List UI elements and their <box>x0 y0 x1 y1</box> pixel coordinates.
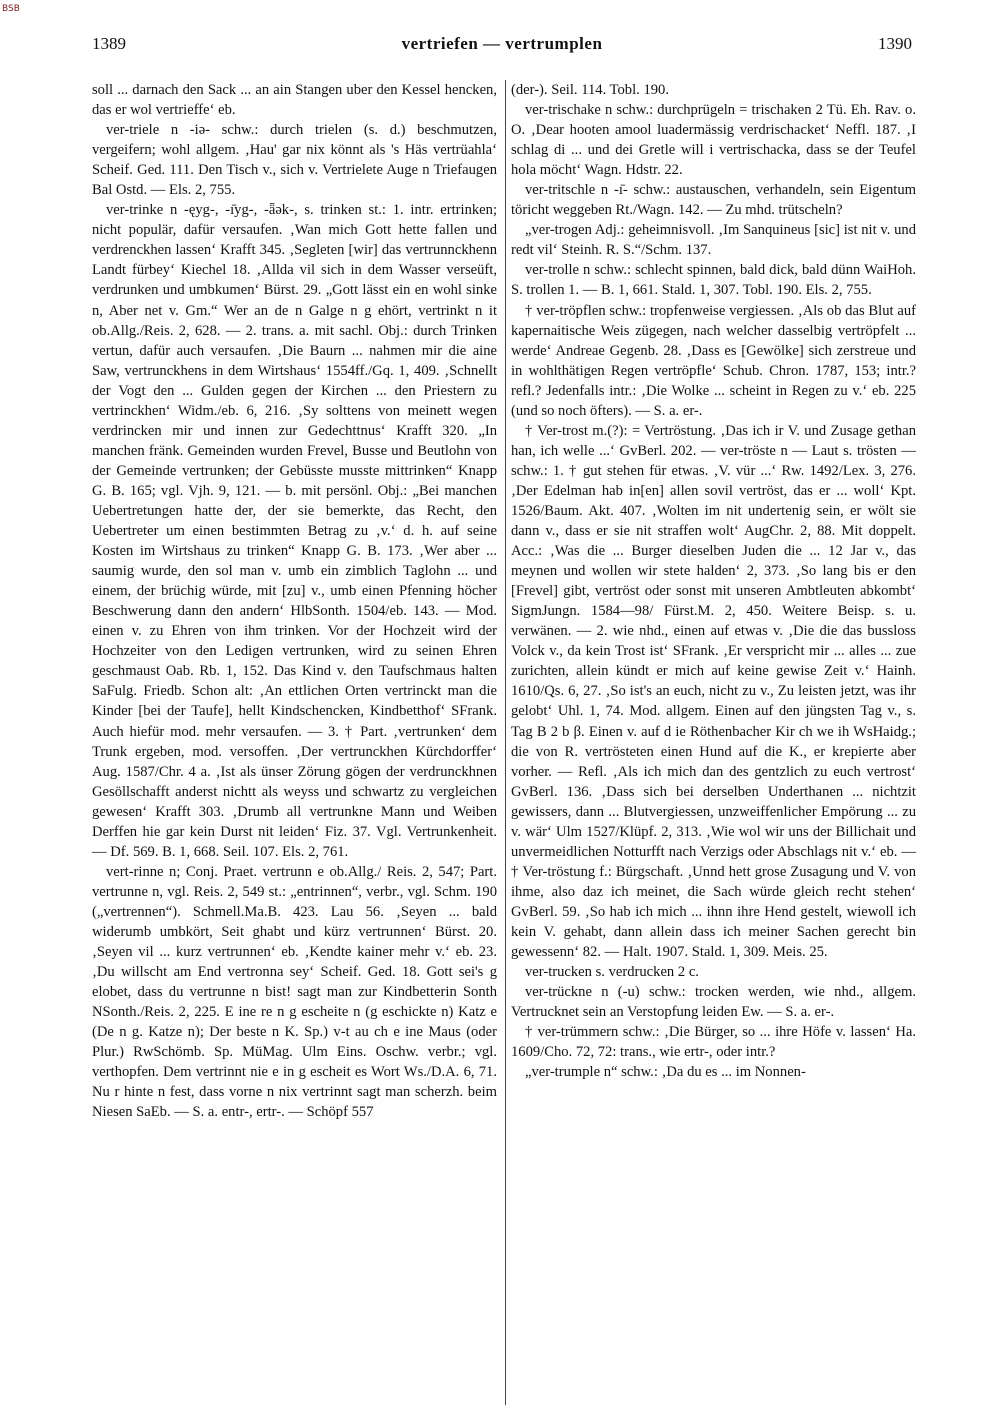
column-divider <box>505 80 506 1405</box>
page-number-left: 1389 <box>92 34 126 53</box>
library-stamp: BSB <box>2 4 20 14</box>
entry-vertrumplen: „ver-trumple n“ schw.: ‚Da du es ... im Nonnen- <box>525 1064 806 1081</box>
running-headword: vertriefen — vertrumplen <box>401 34 603 53</box>
entry-vertrischaken: ver-trischake n schw.: durchprügeln = trischaken 2 Tü. Eh. Rav. o. O. ‚Dear hooten amool luadermässig verdrischacket‘ Neffl. 187. ‚I schlag di ... und dei Gretle will i vertrischacka, dass se der Teufel hola möcht‘ Wagn. Hdstr. 22. <box>511 102 916 179</box>
entry-continuation-right: (der-). Seil. 114. Tobl. 190. <box>511 82 669 98</box>
entry-continuation: soll ... darnach den Sack ... an ain Stangen uber den Kessel hencken, das er wol vertrieffe‘ eb. <box>92 82 497 119</box>
entry-vertrost: † Ver-trost m.(?): = Vertröstung. ‚Das ich ir V. und Zusage gethan han, ich welle ...‘ GvBerl. 202. — ver-tröste n — Laut s. trösten — schw.: 1. † gut stehen für etwas. ‚V. vür ...‘ Rw. 1492/Lex. 3, 276. ‚Der Edelman hab in[en] allen sovil vertröst, das er ... woll‘ Kpt. 1526/Baum. Akt. 407. ‚Wolten im nit undertenig sein, er wölt sie dann v., dass er sie nit straffen wolt‘ AugChr. 2, 88. Mit doppelt. Acc.: ‚Was die ... Burger dieselben Juden die ... 12 Jar v., das meynen und wollen wir stete halden‘ 2, 373. ‚So lang bis er den [Frevel] gibt, vertröst oder sonst mit unseren Ambtleuten abkombt‘ SigmJungn. 1584—98/ Fürst.M. 2, 450. Weitere Beisp. s. u. verwänen. — 2. wie nhd., einen auf etwas v. ‚Die die das bussloss Volck v., da kein Trost ist‘ SFrank. ‚Er verspricht mir ... alles ... zue zurichten, allein kündt er mich auf keine gewise Zeit v.‘ Hainh. 1610/Qs. 6, 27. ‚So ist's an euch, nicht zu v., Zu leisten jetzt, was ihr gelobt‘ Uhl. 1, 74. Mod. allgem. Einen auf den jüngsten Tag v., s. Tag B 2 b β. Einen v. auf d ie Röthenbacher Kir ch we ih WsHaidg.; die von R. vertrösteten einen Hund auf die K., er krepierte aber vorher. — Refl. ‚Als ich mich dan des gentzlich zu euch vertrost‘ GvBerl. 136. ‚Dass sich bei derselben Underthanen ... nichtzit gewissers, dann ... Blutvergiessen, unzweiffenlicher Empörung ... zu v. wär‘ Ulm 1527/Klüpf. 2, 313. ‚Wie wol wir uns der Billichait und unvermeidlichen Notturfft nach Verzigs oder Abschlags nit v.‘ eb. — † Ver-tröstung f.: Bürgschaft. ‚Unnd hett grose Zusagung und V. von ihme, also daz ich meinet, die Sach würde gleich recht stehen‘ GvBerl. 59. ‚So hab ich mich ... ihnn ihre Hend gestelt, wiewoll ich kein V. gehabt, dann allein dass ich meiner Sachen gerecht bin gewessenn‘ 82. — Halt. 1907. Stald. 1, 309. Meis. 25. <box>511 422 916 961</box>
page-number-right: 1390 <box>878 34 912 53</box>
entry-vertritschlen: ver-tritschle n -ı̄- schw.: austauschen, verhandeln, sein Eigentum töricht weggeben Rt./Wagn. 142. — Zu mhd. trütscheln? <box>511 182 916 219</box>
entry-vertrinnen: vert-rinne n; Conj. Praet. vertrunn e ob.Allg./ Reis. 2, 547; Part. vertrunne n, vgl. Reis. 2, 549 st.: „entrinnen“, verbr., vgl. Schm. 190 („vertrennen“). Schmell.Ma.B. 423. Lau 56. ‚Seyen ... bald widerumb umbkört, Seit ghabt und kürz vertrunnen‘ Bürst. 20. ‚Seyen vil ... kurz vertrunnen‘ eb. ‚Kendte kainer mehr v.‘ eb. 23. ‚Du willscht am End vertronna sey‘ Scheif. Ged. 18. Gott sei's g elobet, dass du vertrunne n bist! sagt man zur Kindbetterin Sonth NSonth./Reis. 2, 225. E ine re n g escheite n (g eschickte n) Katz e (De n g. Katze n); Der beste n K. Sp.) v-t au ch e ine Maus (oder Plur.) RwSchömb. Sp. MüMag. Ulm Eins. Oschw. verbr.; vgl. verthopfen. Dem vertrinnt nie e in g escheit es Wort Ws./D.A. 6, 71. Nu r hinte n fest, dass vorne n nix vertrinnt sagt man scherzh. beim Niesen SaEb. — S. a. entr-, ertr-. — Schöpf 557 <box>92 863 497 1121</box>
page-header <box>92 34 912 60</box>
entry-vertruemmern: † ver-trümmern schw.: ‚Die Bürger, so ... ihre Höfe v. lassen‘ Ha. 1609/Cho. 72, 72: trans., wie ertr-, oder intr.? <box>511 1024 916 1061</box>
left-column <box>92 80 497 1122</box>
entry-vertrogen: „ver-trogen Adj.: geheimnisvoll. ‚Im Sanquineus [sic] ist nit v. und redt vil‘ Steinh. R. S.“/Schm. 137. <box>511 222 916 259</box>
entry-vertrucken: ver-trucken s. verdrucken 2 c. <box>525 964 699 981</box>
entry-vertroepflen: † ver-tröpflen schw.: tropfenweise vergiessen. ‚Als ob das Blut auf kapernaitische Weis zügegen, nach welcher dasselbig vertröpfelt ... werde‘ Andreae Gegenb. 28. ‚Dass es [Gewölke] sich zerstreue und in wohlthätigen Regen vertröpfle‘ Schub. Chron. 1787, 153; intr.? refl.? Jedenfalls intr.: ‚Die Wolke ... scheint in Regen zu v.‘ eb. 225 (und so noch öfters). — S. a. er-. <box>511 302 916 419</box>
right-column <box>511 80 916 1082</box>
entry-vertrollen: ver-trolle n schw.: schlecht spinnen, bald dick, bald dünn WaiHoh. S. trollen 1. — B. 1, 661. Stald. 1, 307. Tobl. 190. Els. 2, 755. <box>511 262 916 299</box>
entry-vertrinken: ver-trinke n -ęyg-, -ı̄yg-, -ǟək-, s. trinken st.: 1. intr. ertrinken; nicht populär, dafür versaufen. ‚Wan mich Gott hette fallen und verdrenckhen lassen‘ Krafft 345. ‚Segleten [wir] das vertrunnckhenn Landt fürbey‘ Kiechel 18. ‚Allda vil sich in dem Wasser verseüft, verdrunken und umbkumen‘ Bürst. 29. „Gott lässt ein en wohl sinke n, Aber net v. Gm.“ Wer an de n Galge n g ehört, vertrinkt n it ob.Allg./Reis. 2, 628. — 2. trans. a. mit sachl. Obj.: durch Trinken vertun, dafür auch versaufen. ‚Die Baurn ... nahmen mir die aine Saw, vertrunckhens in dem Wirtshaus‘ 1554ff./Gq. 1, 409. ‚Schnellt der Vogt den ... Gulden gegen der Kirchen ... den Priestern zu vertrinckhen‘ Widm./eb. 6, 216. ‚Sy solttens von meinett wegen verdrincken mir und innen zur Gedechttnus‘ Krafft 320. „In manchen fränk. Gemeinden wurden Frevel, Busse und Beutlohn von der Gemeinde vertrunken; der Gebüsste musste mittrinken“ Knapp G. B. 165; vgl. Vjh. 9, 121. — b. mit persönl. Obj.: „Bei manchen Uebertretungen hatte der, der sie bemerkte, das Recht, den Uebertreter um einen bestimmten Betrag zu ‚v.‘ d. h. auf seine Kosten im Wirtshaus zu trinken“ Knapp G. B. 173. ‚Wer aber ... saumig wurde, den sol man v. umb ein zimblich Taglohn ... und einem, der brüchig würde, mit [zu] v., umb einen Pfenning höcher Beschwerung dann den andern‘ HlbSonth. 1504/eb. 143. — Mod. einen v. zu Ehren von ihm trinken. Vor der Hochzeit wird der Hochzeiter von den Ledigen vertrunken, wird zu seinen Ehren geschmaust Oab. Rb. 1, 152. Das Kind v. den Taufschmaus halten SaFulg. Friedb. Schon alt: ‚An ettlichen Orten vertrinckt man die Kinder [bei der Taufe], hellt Kindschencken, Kindbetthof‘ SFrank. Auch hiefür mod. mehr versaufen. — 3. † Part. ‚vertrunken‘ dem Trunk ergeben, mod. versoffen. ‚Der vertrunckhen Kürchdorffer‘ Aug. 1587/Chr. 4 a. ‚Ist als ünser Zörung gögen der verdrunckhnen Gesöllschafft anderst nichtt als weyss und schwartz zu vergleichen gewesen‘ Krafft 303. ‚Drumb all vertrunkne Mann und Weiben Derffen hie gar kein Durst nit leiden‘ Fiz. 37. Vgl. Vertrunkenheit. — Df. 569. B. 1, 668. Seil. 107. Els. 2, 761. <box>92 202 497 860</box>
entry-vertrielen: ver-triele n -iə- schw.: durch trielen (s. d.) beschmutzen, vergeifern; wohl allgem. ‚Hau' gar nix könnt als 's Häs vertrüahla‘ Scheif. Ged. 111. Den Tisch v., sich v. Vertrielete Auge n Triefaugen Bal Ostd. — Els. 2, 755. <box>92 122 497 199</box>
entry-vertruecknen: ver-trückne n (-u) schw.: trocken werden, wie nhd., allgem. Vertrucknet sein an Verstopfung leiden Ew. — S. a. er-. <box>511 984 916 1021</box>
